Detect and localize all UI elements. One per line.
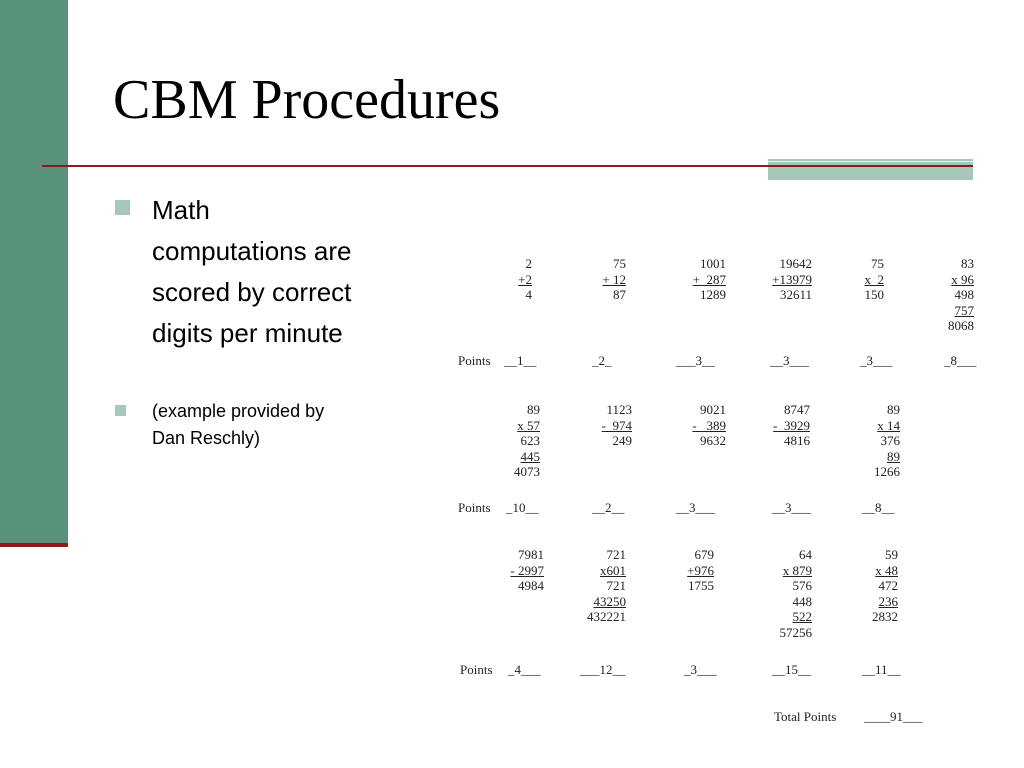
problem-line: 576 (792, 578, 812, 593)
bullet-sub (115, 398, 355, 452)
problem-line: x 57 (517, 417, 540, 433)
problem-line: 679 (694, 547, 714, 562)
points-label: Points (458, 353, 491, 368)
problem-line: x 879 (782, 562, 812, 578)
points-value: _3___ (860, 353, 893, 368)
scanned-worksheet (440, 240, 1000, 740)
problem-line: 623 (520, 433, 540, 448)
problem-line: 87 (613, 287, 626, 302)
points-value: __1__ (504, 353, 537, 368)
problem-line: +2 (518, 271, 532, 287)
problem-line: 721 (606, 547, 626, 562)
problem-r3-4 (770, 547, 812, 640)
problem-r2-5 (860, 402, 900, 480)
problem-line: x 2 (864, 271, 884, 287)
bullet-main-text: Math computations are scored by correct digits per minute (152, 195, 352, 348)
problem-line: + 287 (692, 271, 726, 287)
problem-line: 1001 (700, 256, 726, 271)
problem-line: - 389 (692, 417, 726, 433)
points-value: _4___ (508, 662, 541, 677)
problem-line: 2 (525, 256, 532, 271)
points-value: __15__ (772, 662, 811, 677)
problem-line: x 14 (877, 417, 900, 433)
points-value: __3___ (676, 500, 715, 515)
problem-line: 8068 (948, 318, 974, 333)
bullet-sub-text: (example provided by Dan Reschly) (152, 401, 325, 448)
problem-line: - 2997 (510, 562, 544, 578)
problem-r1-6 (938, 256, 974, 334)
problem-line: 4 (525, 287, 532, 302)
problem-r3-5 (864, 547, 898, 625)
problem-line: 8747 (784, 402, 810, 417)
points-value: __8__ (862, 500, 895, 515)
problem-line: 1123 (606, 402, 632, 417)
points-value: __11__ (862, 662, 901, 677)
problem-r2-1 (508, 402, 540, 480)
problem-line: 498 (954, 287, 974, 302)
slide-title: CBM Procedures (113, 69, 501, 131)
problem-line: 75 (613, 256, 626, 271)
problem-line: 445 (520, 448, 540, 464)
problem-line: x601 (600, 562, 626, 578)
points-label: Points (458, 500, 491, 515)
problem-line: 32611 (779, 287, 812, 302)
problem-line: 59 (885, 547, 898, 562)
problem-r3-3 (680, 547, 714, 594)
problem-line: 75 (871, 256, 884, 271)
side-decor-line (0, 543, 68, 547)
problem-line: 89 (887, 402, 900, 417)
problem-line: 83 (961, 256, 974, 271)
points-value: _3___ (684, 662, 717, 677)
problem-r1-4 (762, 256, 812, 303)
problem-line: - 3929 (773, 417, 810, 433)
problem-line: +13979 (772, 271, 812, 287)
problem-line: x 96 (951, 271, 974, 287)
problem-r1-5 (858, 256, 884, 303)
problem-r1-3 (674, 256, 726, 303)
side-decor-bar (0, 0, 68, 545)
problem-r1-2 (588, 256, 626, 303)
problem-line: 757 (954, 302, 974, 318)
problem-line: 376 (880, 433, 900, 448)
problem-line: 472 (878, 578, 898, 593)
problem-line: 448 (792, 593, 812, 609)
problem-line: 4984 (518, 578, 544, 593)
problem-line: 1266 (874, 464, 900, 479)
points-value: _2_ (592, 353, 612, 368)
problem-line: +976 (687, 562, 714, 578)
problem-r2-4 (764, 402, 810, 449)
problem-r3-2 (572, 547, 626, 625)
problem-r3-1 (502, 547, 544, 594)
problem-line: 19642 (779, 256, 812, 271)
problem-line: + 12 (602, 271, 626, 287)
problem-line: 43250 (593, 593, 626, 609)
problem-r2-3 (674, 402, 726, 449)
problem-line: 2832 (872, 609, 898, 624)
problem-line: 7981 (518, 547, 544, 562)
problem-line: x 48 (875, 562, 898, 578)
accent-box (768, 159, 973, 180)
problem-r2-2 (590, 402, 632, 449)
points-value: __3___ (772, 500, 811, 515)
problem-line: 89 (527, 402, 540, 417)
problem-line: 236 (878, 593, 898, 609)
problem-r1-1 (502, 256, 532, 303)
problem-line: 522 (792, 609, 812, 624)
problem-line: 57256 (779, 624, 812, 640)
points-value: _8___ (944, 353, 977, 368)
points-label: Points (460, 662, 493, 677)
points-value: __3___ (770, 353, 809, 368)
problem-line: - 974 (601, 417, 632, 433)
problem-line: 4816 (784, 433, 810, 448)
points-value: _10__ (506, 500, 539, 515)
problem-line: 89 (887, 448, 900, 464)
points-value: __2__ (592, 500, 625, 515)
problem-line: 4073 (514, 464, 540, 479)
problem-line: 721 (606, 578, 626, 593)
total-points-value: ____91___ (864, 709, 923, 724)
bullet-main (115, 190, 355, 354)
problem-line: 432221 (587, 609, 626, 624)
points-value: ___12__ (580, 662, 626, 677)
problem-line: 9632 (700, 433, 726, 448)
bullet-square-icon (115, 405, 126, 416)
problem-line: 1755 (688, 578, 714, 593)
bullet-square-icon (115, 200, 130, 215)
problem-line: 249 (612, 433, 632, 448)
problem-line: 64 (799, 547, 812, 562)
points-value: ___3__ (676, 353, 715, 368)
problem-line: 150 (864, 287, 884, 302)
problem-line: 9021 (700, 402, 726, 417)
problem-line: 1289 (700, 287, 726, 302)
total-points-label: Total Points (774, 709, 837, 724)
